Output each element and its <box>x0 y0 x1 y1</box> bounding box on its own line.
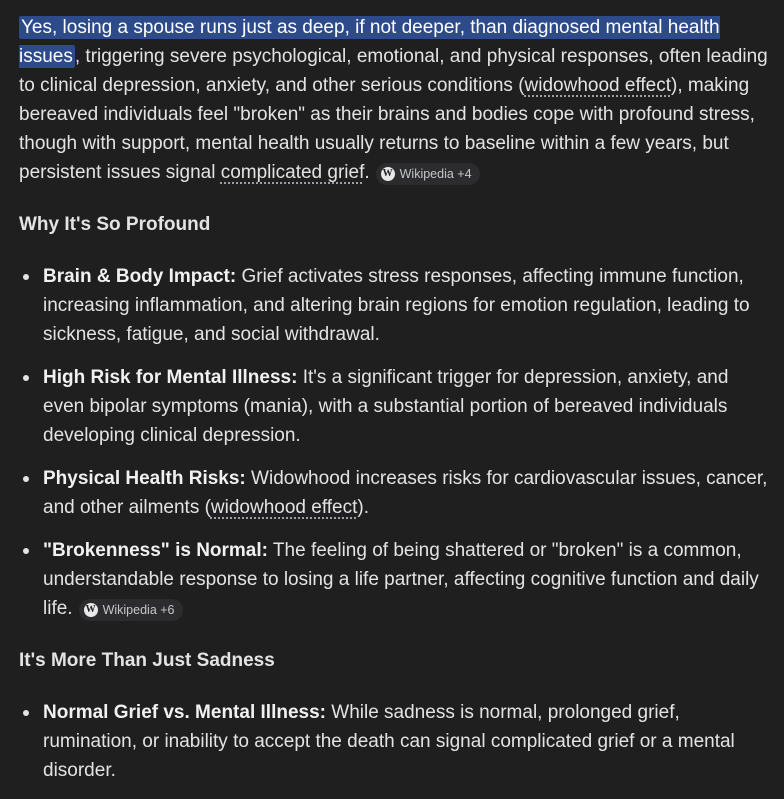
list-item-text: It's a significant trigger for depression, anxiety, and even bipolar symptoms (mania), with a substantial portion of bereaved individuals developing clinical depression. <box>43 367 729 446</box>
list-item <box>19 536 774 623</box>
source-chip-label: Wikipedia +4 <box>399 167 472 181</box>
list-item <box>19 464 774 522</box>
list-item <box>19 363 774 450</box>
list-item-title: "Brokenness" is Normal: <box>43 540 268 561</box>
list-item-title: Physical Health Risks: <box>43 468 246 489</box>
widowhood-effect-link[interactable]: widowhood effect <box>524 75 672 96</box>
list-item-title: High Risk for Mental Illness: <box>43 367 298 388</box>
sadness-list <box>19 698 774 785</box>
list-item <box>19 698 774 785</box>
list-item-text-after: ). <box>357 497 370 518</box>
list-item-text: Widowhood increases risks for cardiovascular issues, cancer, and other ailments ( <box>43 468 768 518</box>
intro-text-c: . <box>364 162 370 183</box>
wikipedia-icon: W <box>85 604 96 615</box>
list-item <box>19 262 774 349</box>
intro-text-b: ), making bereaved individuals feel "broken" as their brains and bodies cope with profound stress, though with support, mental health usually returns to baseline within a few years, but persistent issues signal <box>19 75 755 183</box>
intro-paragraph <box>19 13 774 187</box>
wikipedia-icon: W <box>382 168 393 179</box>
list-item-text: While sadness is normal, prolonged grief, rumination, or inability to accept the death can signal complicated grief or a mental disorder. <box>43 702 735 781</box>
source-chip-brokenness[interactable] <box>79 599 183 621</box>
list-item-text: The feeling of being shattered or "broken" is a common, understandable response to losing a life partner, affecting cognitive function and daily life. <box>43 540 759 619</box>
list-item-title: Brain & Body Impact: <box>43 266 237 287</box>
widowhood-effect-link[interactable]: widowhood effect <box>210 497 358 518</box>
list-item-title: Normal Grief vs. Mental Illness: <box>43 702 326 723</box>
complicated-grief-link[interactable]: complicated grief <box>220 162 365 183</box>
source-chip-intro[interactable] <box>376 163 480 185</box>
profound-list <box>19 262 774 623</box>
section-heading-profound: Why It's So Profound <box>19 214 211 235</box>
source-chip-label: Wikipedia +6 <box>102 603 175 617</box>
intro-text-a: , triggering severe psychological, emotional, and physical responses, often leading to clinical depression, anxiety, and other serious conditions ( <box>19 46 768 96</box>
section-heading-sadness: It's More Than Just Sadness <box>19 650 275 671</box>
selected-text[interactable]: Yes, losing a spouse runs just as deep, if not deeper, than diagnosed mental health issues <box>19 17 720 67</box>
list-item-text: Grief activates stress responses, affecting immune function, increasing inflammation, and altering brain regions for emotion regulation, leading to sickness, fatigue, and social withdrawal. <box>43 266 750 345</box>
